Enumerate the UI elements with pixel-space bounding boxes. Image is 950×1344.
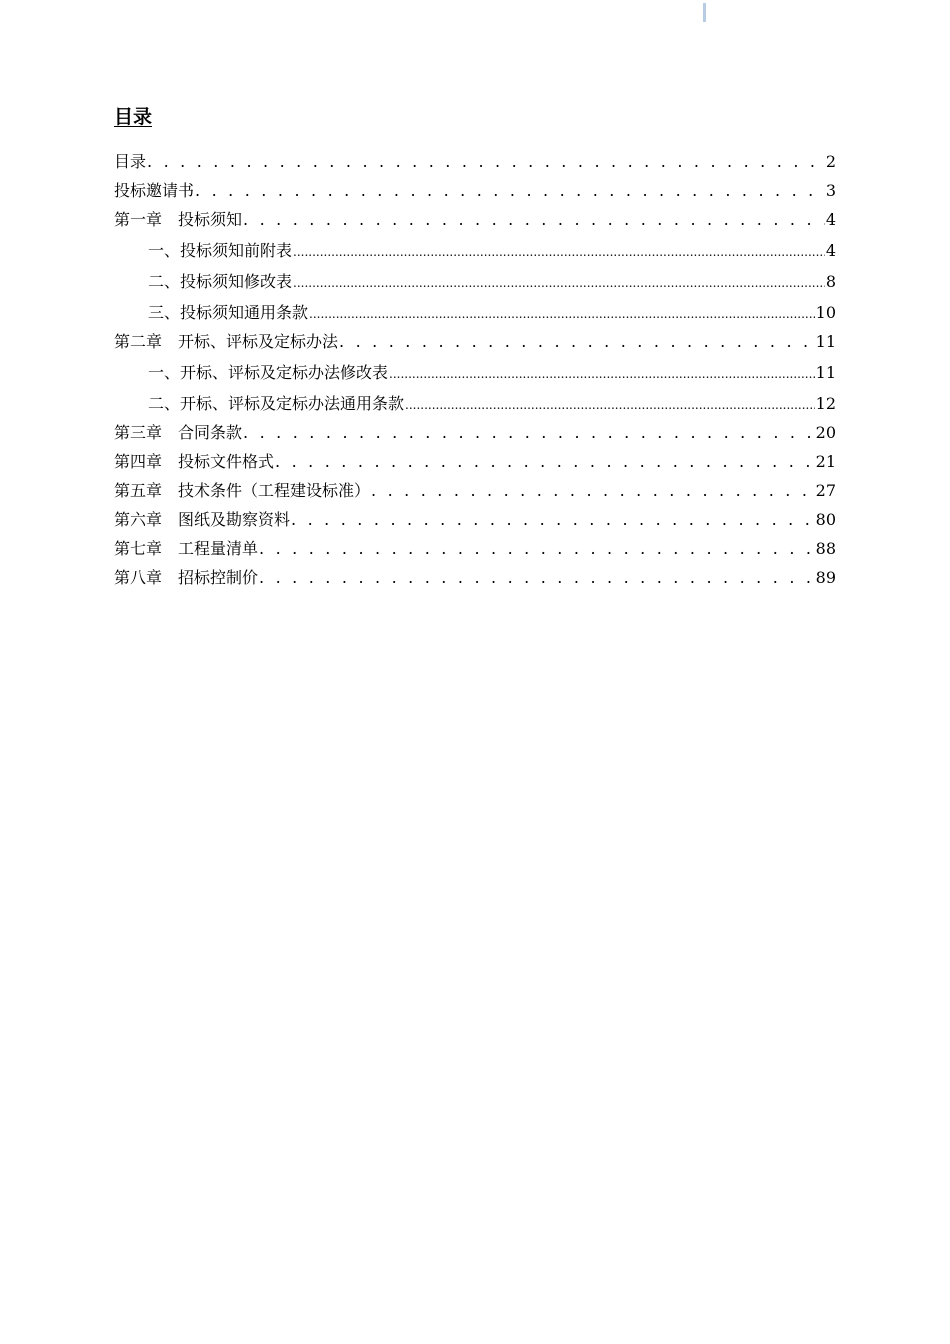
- toc-dot-leader: [243, 423, 815, 443]
- toc-entry-label: 二、开标、评标及定标办法通用条款: [148, 394, 405, 413]
- toc-subentry[interactable]: [114, 383, 836, 414]
- table-of-contents: [114, 143, 836, 588]
- toc-entry-label: 第七章 工程量清单: [114, 539, 259, 558]
- toc-entry[interactable]: [114, 443, 836, 472]
- toc-subentry[interactable]: [114, 261, 836, 292]
- toc-entry[interactable]: [114, 414, 836, 443]
- toc-entry-label: 投标邀请书: [114, 181, 195, 200]
- toc-dot-leader: [389, 365, 815, 383]
- toc-entry-page: 80: [815, 510, 836, 529]
- toc-entry-page: 4: [825, 210, 836, 229]
- toc-dot-leader: [275, 452, 815, 472]
- text-cursor-mark: [703, 3, 706, 22]
- toc-entry-label: 一、投标须知前附表: [148, 241, 293, 260]
- toc-entry[interactable]: [114, 172, 836, 201]
- toc-entry-label: 第一章 投标须知: [114, 210, 243, 229]
- toc-subentry[interactable]: [114, 352, 836, 383]
- toc-entry-page: 11: [815, 332, 836, 351]
- toc-heading: 目录: [114, 106, 153, 128]
- toc-entry[interactable]: [114, 472, 836, 501]
- toc-entry-page: 3: [825, 181, 836, 200]
- toc-entry-label: 一、开标、评标及定标办法修改表: [148, 363, 389, 382]
- toc-dot-leader: [309, 305, 815, 323]
- toc-entry-page: 2: [825, 152, 836, 171]
- toc-dot-leader: [371, 481, 815, 501]
- toc-entry-label: 第八章 招标控制价: [114, 568, 259, 587]
- toc-entry-page: 21: [815, 452, 836, 471]
- toc-entry-page: 12: [815, 394, 836, 413]
- toc-dot-leader: [259, 568, 815, 588]
- toc-entry[interactable]: [114, 323, 836, 352]
- toc-entry-page: 10: [815, 303, 836, 322]
- toc-dot-leader: [147, 152, 825, 172]
- toc-dot-leader: [243, 210, 825, 230]
- toc-entry-page: 27: [815, 481, 836, 500]
- toc-entry-label: 第二章 开标、评标及定标办法: [114, 332, 339, 351]
- toc-entry-label: 第六章 图纸及勘察资料: [114, 510, 291, 529]
- toc-dot-leader: [293, 243, 825, 261]
- toc-entry[interactable]: [114, 530, 836, 559]
- toc-entry[interactable]: [114, 501, 836, 530]
- toc-entry-page: 8: [825, 272, 836, 291]
- toc-subentry[interactable]: [114, 292, 836, 323]
- toc-entry-label: 目录: [114, 152, 147, 171]
- toc-entry-page: 4: [825, 241, 836, 260]
- toc-entry-page: 20: [815, 423, 836, 442]
- toc-entry-page: 11: [815, 363, 836, 382]
- toc-dot-leader: [293, 274, 825, 292]
- toc-dot-leader: [259, 539, 815, 559]
- toc-dot-leader: [339, 332, 815, 352]
- toc-entry[interactable]: [114, 143, 836, 172]
- toc-dot-leader: [195, 181, 825, 201]
- toc-dot-leader: [405, 396, 815, 414]
- toc-entry[interactable]: [114, 559, 836, 588]
- toc-entry-page: 89: [815, 568, 836, 587]
- toc-entry-label: 第三章 合同条款: [114, 423, 243, 442]
- toc-subentry[interactable]: [114, 230, 836, 261]
- toc-dot-leader: [291, 510, 815, 530]
- toc-entry-label: 二、投标须知修改表: [148, 272, 293, 291]
- toc-entry-label: 第五章 技术条件（工程建设标准）: [114, 481, 371, 500]
- toc-entry-page: 88: [815, 539, 836, 558]
- toc-entry-label: 第四章 投标文件格式: [114, 452, 275, 471]
- toc-entry[interactable]: [114, 201, 836, 230]
- toc-entry-label: 三、投标须知通用条款: [148, 303, 309, 322]
